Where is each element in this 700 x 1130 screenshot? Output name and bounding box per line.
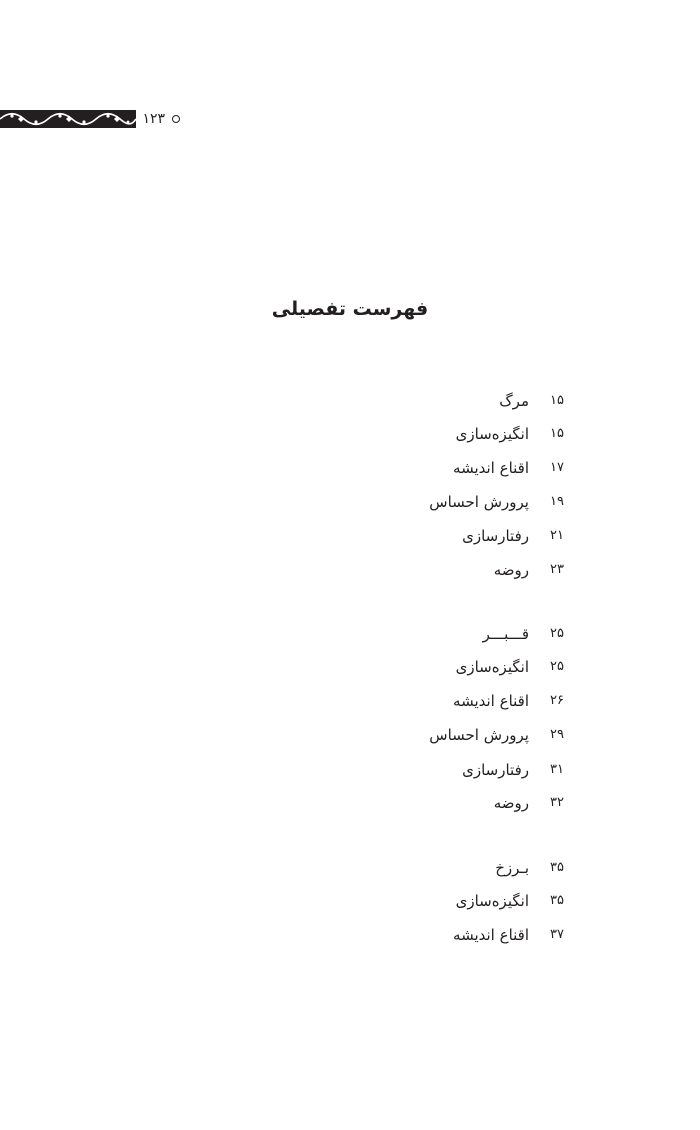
toc-entry	[0, 722, 700, 748]
toc-entry-title: رفتارسازی	[462, 761, 529, 779]
toc-entry-title: اقناع اندیشه	[453, 459, 529, 477]
toc-entry-title: انگیزه‌سازی	[455, 658, 529, 676]
toc-page-number: ۳۷	[550, 927, 564, 942]
toc-page-number: ۳۱	[550, 762, 564, 777]
toc-entry	[0, 855, 700, 881]
toc-entry	[0, 688, 700, 714]
toc-entry-title: بـرزخ	[495, 859, 529, 877]
toc-page-number: ۲۹	[550, 727, 564, 742]
toc-entry-title: انگیزه‌سازی	[455, 425, 529, 443]
toc-page-number: ۳۵	[550, 860, 564, 875]
toc-entry-title: اقناع اندیشه	[453, 692, 529, 710]
toc-entry-title: روضه	[493, 561, 529, 579]
toc-entry	[0, 790, 700, 816]
page-number: ۱۲۳	[142, 111, 165, 127]
toc-entry	[0, 388, 700, 414]
toc-title: فهرست تفصیلی	[271, 298, 429, 320]
toc-page-number: ۳۵	[550, 893, 564, 908]
toc-page-number: ۲۵	[550, 659, 564, 674]
toc-page-number: ۲۱	[550, 528, 564, 543]
toc-page-number: ۱۵	[550, 393, 564, 408]
toc-page-number: ۲۵	[550, 626, 564, 641]
toc-entry-title: رفتارسازی	[462, 527, 529, 545]
toc-entry-title: قـــبـــر	[482, 625, 529, 643]
toc-entry-title: روضه	[493, 794, 529, 812]
toc-entry	[0, 489, 700, 515]
toc-entry	[0, 421, 700, 447]
toc-page-number: ۱۷	[550, 460, 564, 475]
toc-page-number: ۱۹	[550, 494, 564, 509]
toc-entry-title: پرورش احساس	[429, 726, 529, 744]
toc-entry	[0, 757, 700, 783]
toc-entry	[0, 557, 700, 583]
toc-entry	[0, 654, 700, 680]
toc-page-number: ۳۲	[550, 795, 564, 810]
toc-entry	[0, 888, 700, 914]
toc-entry-title: مرگ	[499, 392, 529, 410]
toc-entry	[0, 621, 700, 647]
toc-page-number: ۲۳	[550, 562, 564, 577]
toc-page-number: ۱۵	[550, 426, 564, 441]
toc-entry	[0, 523, 700, 549]
toc-entry-title: اقناع اندیشه	[453, 926, 529, 944]
toc-entry	[0, 455, 700, 481]
toc-entry-title: پرورش احساس	[429, 493, 529, 511]
toc-entry-title: انگیزه‌سازی	[455, 892, 529, 910]
toc-page-number: ۲۶	[550, 693, 564, 708]
toc-entry	[0, 922, 700, 948]
